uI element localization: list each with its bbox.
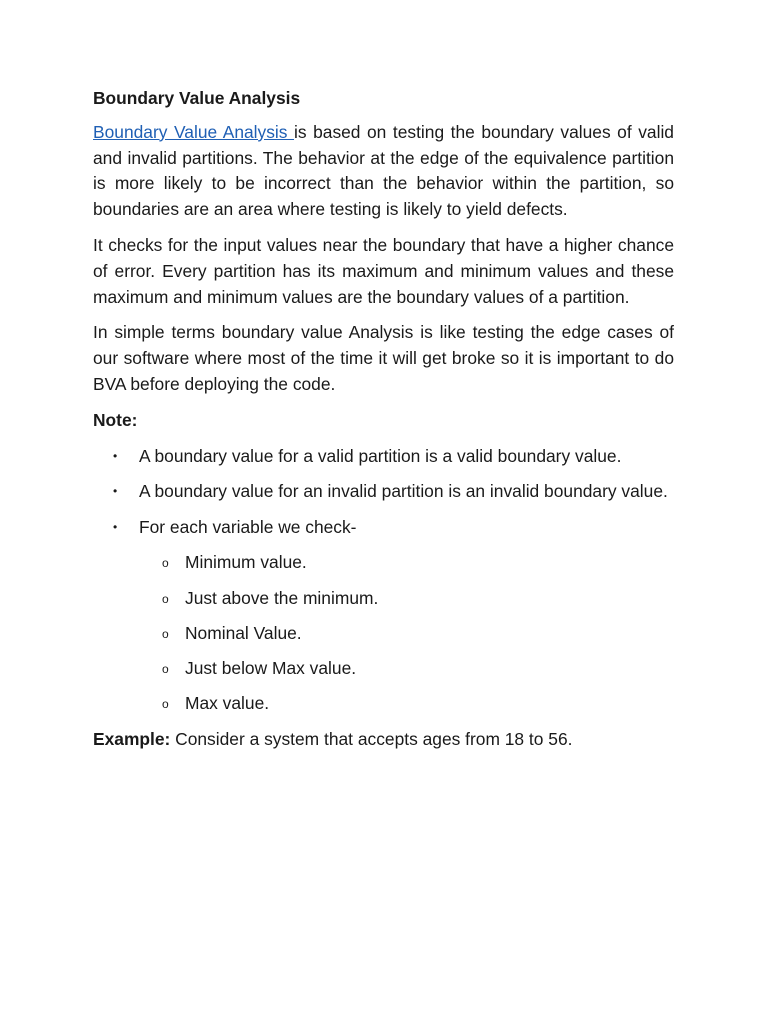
note-bullet-list (93, 444, 674, 717)
bva-link[interactable]: Boundary Value Analysis (93, 121, 295, 142)
note-label: Note: (93, 409, 138, 430)
circle-bullet-icon: o (162, 591, 169, 606)
sub-bullet-list (139, 550, 674, 717)
bullet-item (93, 444, 674, 470)
circle-bullet-icon: o (162, 556, 169, 571)
sub-bullet-item (139, 621, 674, 647)
sub-bullet-item (139, 550, 674, 576)
sub-bullet-text: Just above the minimum. (185, 587, 379, 608)
sub-bullet-item (139, 586, 674, 612)
circle-bullet-icon: o (162, 697, 169, 712)
circle-bullet-icon: o (162, 661, 169, 676)
sub-bullet-item (139, 691, 674, 717)
bullet-dot-icon: • (113, 448, 118, 463)
sub-bullet-text: Nominal Value. (185, 622, 302, 643)
sub-bullet-text: Max value. (185, 693, 270, 714)
document-page (93, 86, 674, 762)
paragraph-intro (93, 120, 674, 223)
sub-bullet-item (139, 656, 674, 682)
bullet-item (93, 479, 674, 505)
document-title: Boundary Value Analysis (93, 88, 301, 108)
bullet-text: A boundary value for an invalid partition is an invalid boundary value. (139, 481, 668, 502)
paragraph-simple-terms: In simple terms boundary value Analysis is like testing the edge cases of our software where most of the time it will get broke so it is important to do BVA before deploying the code. (93, 322, 674, 394)
example-text: Consider a system that accepts ages from 18 to 56. (170, 728, 573, 749)
example-label: Example: (93, 728, 171, 749)
paragraph-intro-text: is based on testing the boundary values of valid and invalid partitions. The behavior at the edge of the equivalence partition is more likely to be incorrect than the behavior within the partition, so boundaries are an area where testing is likely to yield defects. (93, 121, 674, 220)
example-paragraph (93, 727, 674, 753)
bullet-text: For each variable we check- (139, 516, 357, 537)
paragraph-boundary-checks: It checks for the input values near the boundary that have a higher chance of error. Every partition has its maximum and minimum values and these maximum and minimum values are the boundary values of a partition. (93, 234, 674, 307)
sub-bullet-text: Minimum value. (185, 552, 307, 573)
circle-bullet-icon: o (162, 626, 169, 641)
bullet-item (93, 515, 674, 717)
bullet-dot-icon: • (113, 484, 118, 499)
bullet-dot-icon: • (113, 519, 118, 534)
bullet-text: A boundary value for a valid partition is a valid boundary value. (139, 445, 622, 466)
sub-bullet-text: Just below Max value. (185, 657, 357, 678)
